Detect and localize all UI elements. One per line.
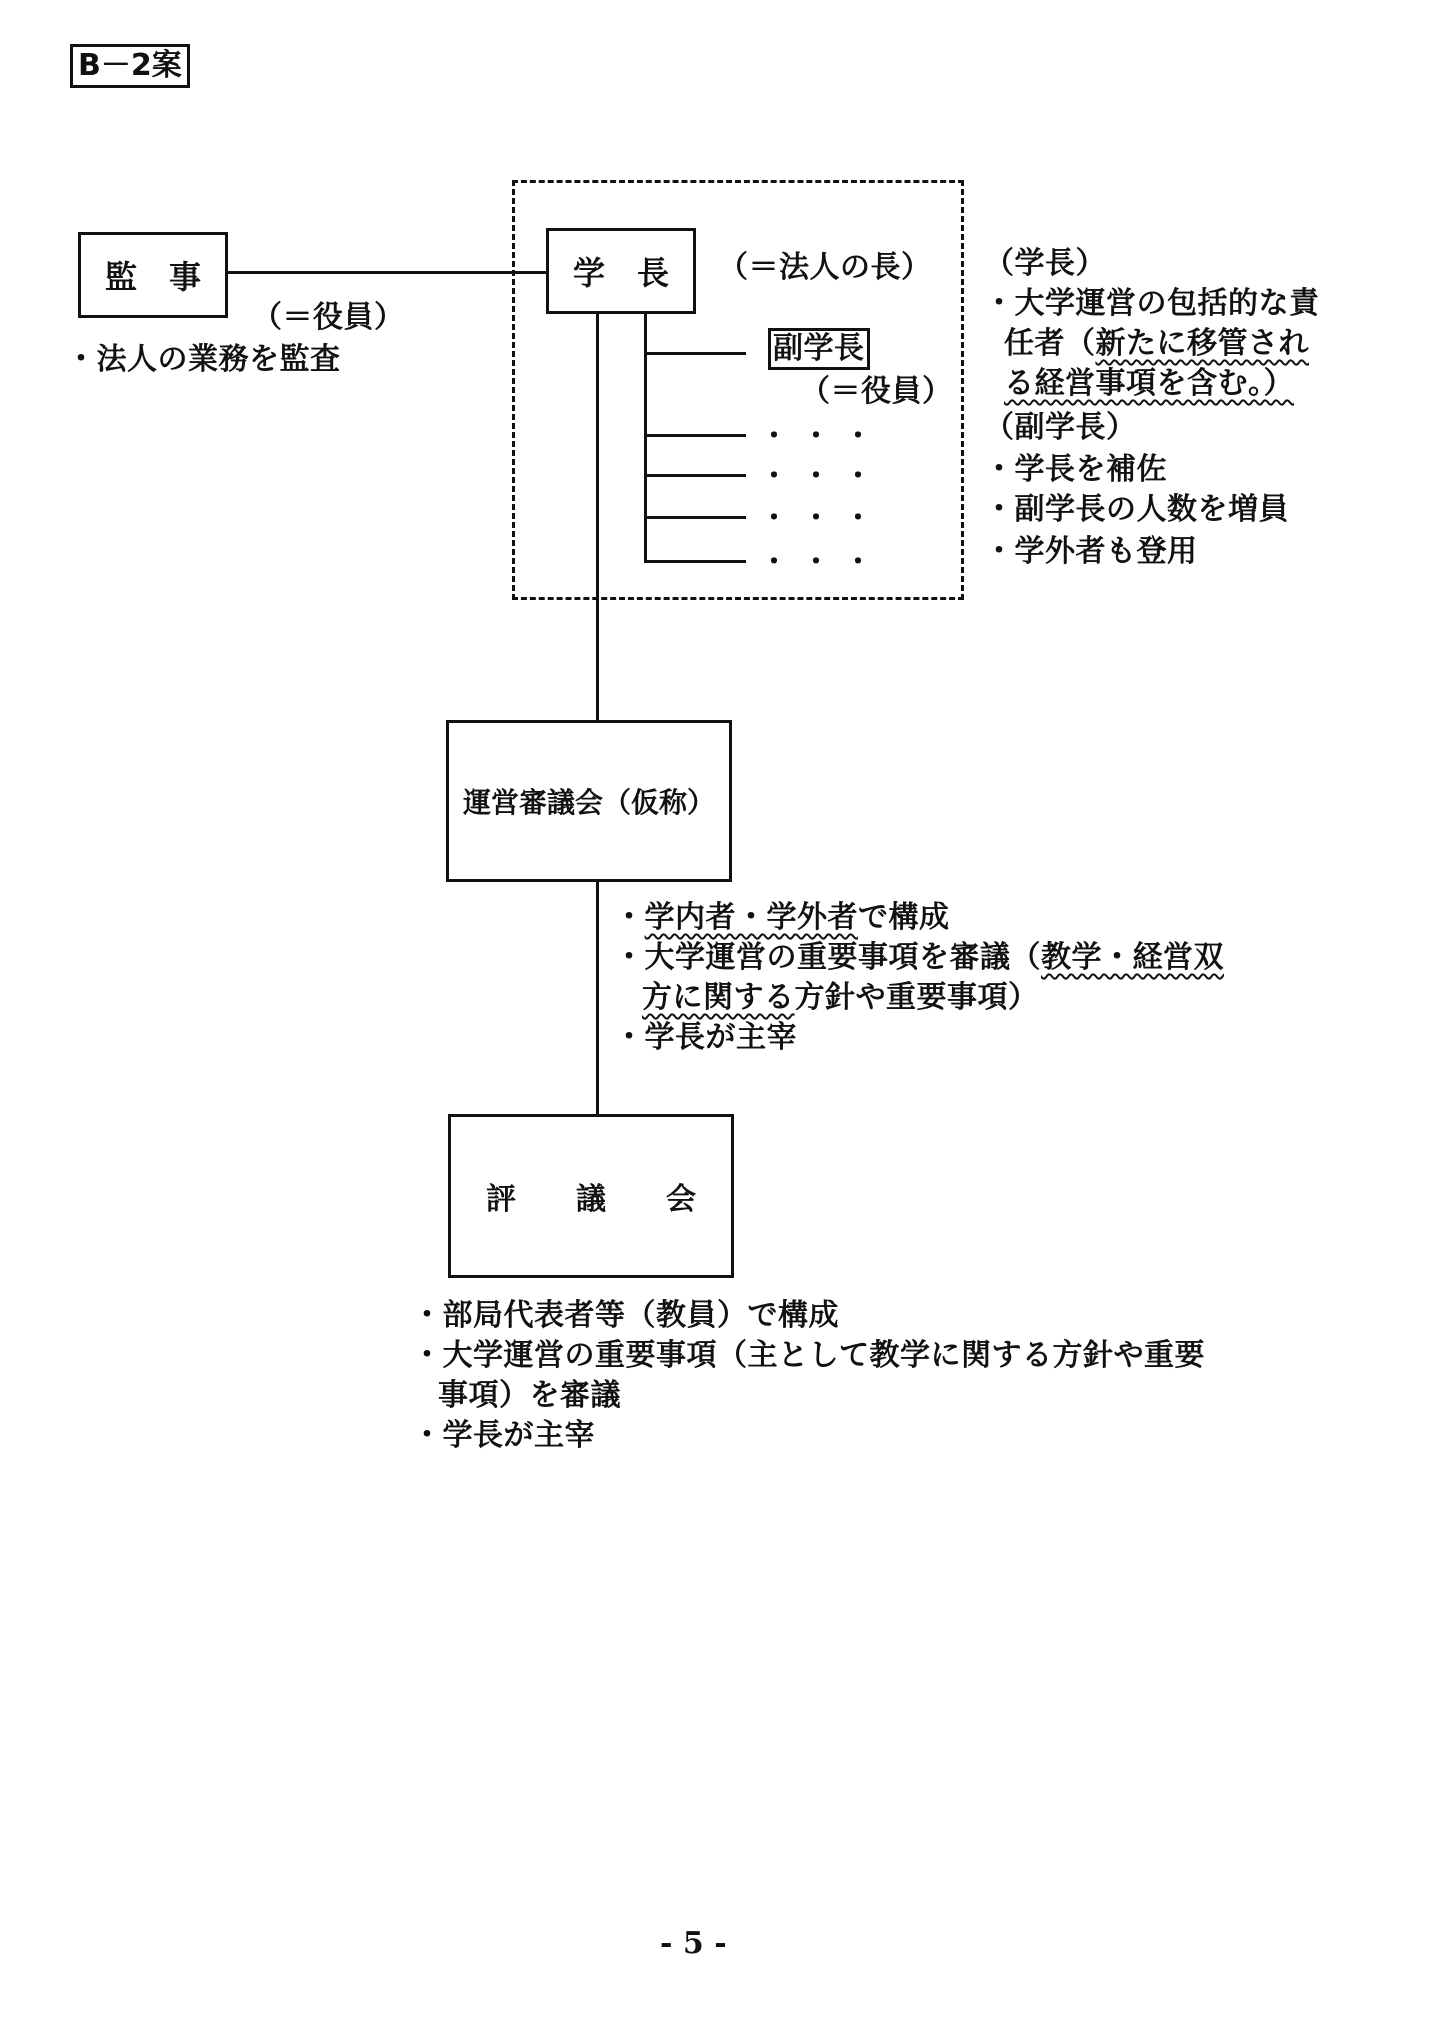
vice-role: （＝役員）: [800, 374, 953, 409]
branch-dots-1: ・・・: [760, 419, 887, 452]
auditor-president-connector: [228, 271, 546, 274]
senate-note-2: ・大学運営の重要事項（主として教学に関する方針や重要: [412, 1338, 1205, 1373]
council-note-1-wavy: 学内者・学外者: [644, 900, 858, 935]
vice-note-1: ・学長を補佐: [984, 452, 1167, 487]
branch-dots-2: ・・・: [760, 459, 887, 492]
senate-note-3: 事項）を審議: [438, 1378, 621, 1413]
council-box: [446, 720, 732, 882]
president-box-label: 学 長: [572, 254, 669, 292]
council-note-1-rest: で構成: [858, 900, 950, 935]
council-note-2a-wavy: 教学・経営双: [1041, 940, 1224, 975]
president-role: （＝法人の長）: [718, 250, 932, 285]
president-note-line2: [1004, 324, 1309, 364]
council-note-2b-rest: 方針や重要事項）: [794, 980, 1039, 1015]
council-note-1-bullet: ・: [614, 900, 645, 935]
vice-branch-line: [644, 352, 746, 355]
council-note-3: ・学長が主宰: [614, 1020, 797, 1055]
senate-note-4: ・学長が主宰: [412, 1418, 595, 1453]
branch-dots-3: ・・・: [760, 501, 887, 534]
auditor-box: [78, 232, 228, 318]
president-note-line2-wavy: 新たに移管され: [1095, 326, 1309, 361]
senate-note-1: ・部局代表者等（教員）で構成: [412, 1298, 839, 1333]
plan-label: B－2案: [70, 44, 190, 88]
page-number: - 5 -: [660, 1926, 727, 1961]
vice-note-2: ・副学長の人数を増員: [984, 492, 1289, 527]
president-note-line3: る経営事項を含む。）: [1004, 366, 1294, 401]
council-note-2b-wavy: 方に関する: [642, 980, 795, 1015]
auditor-box-label: 監 事: [104, 258, 201, 296]
auditor-role: （＝役員）: [252, 300, 405, 335]
vice-notes-heading: （副学長）: [984, 410, 1137, 445]
council-note-2a-plain: ・大学運営の重要事項を審議（: [614, 940, 1041, 975]
president-notes-heading: （学長）: [984, 246, 1106, 281]
branch-line-3: [644, 516, 746, 519]
council-note-2a: [614, 938, 1224, 978]
president-box: [546, 228, 696, 314]
vice-note-3: ・学外者も登用: [984, 534, 1198, 569]
council-senate-connector: [596, 882, 599, 1114]
senate-box-label: 評 議 会: [486, 1182, 696, 1217]
senate-box: [448, 1114, 734, 1278]
council-note-1: [614, 898, 950, 938]
vice-president-box: [768, 328, 870, 370]
president-trunk-line: [596, 314, 599, 720]
branch-line-4: [644, 560, 746, 563]
council-box-label: 運営審議会（仮称）: [462, 786, 715, 819]
branch-line-1: [644, 434, 746, 437]
council-note-2b: [642, 978, 1039, 1018]
branch-dots-4: ・・・: [760, 545, 887, 578]
branch-line-2: [644, 474, 746, 477]
president-note-line2-plain: 任者（: [1004, 326, 1096, 361]
vice-president-label: 副学長: [773, 331, 865, 366]
auditor-note: ・法人の業務を監査: [66, 342, 341, 377]
president-note-line1: ・大学運営の包括的な責: [984, 286, 1320, 321]
